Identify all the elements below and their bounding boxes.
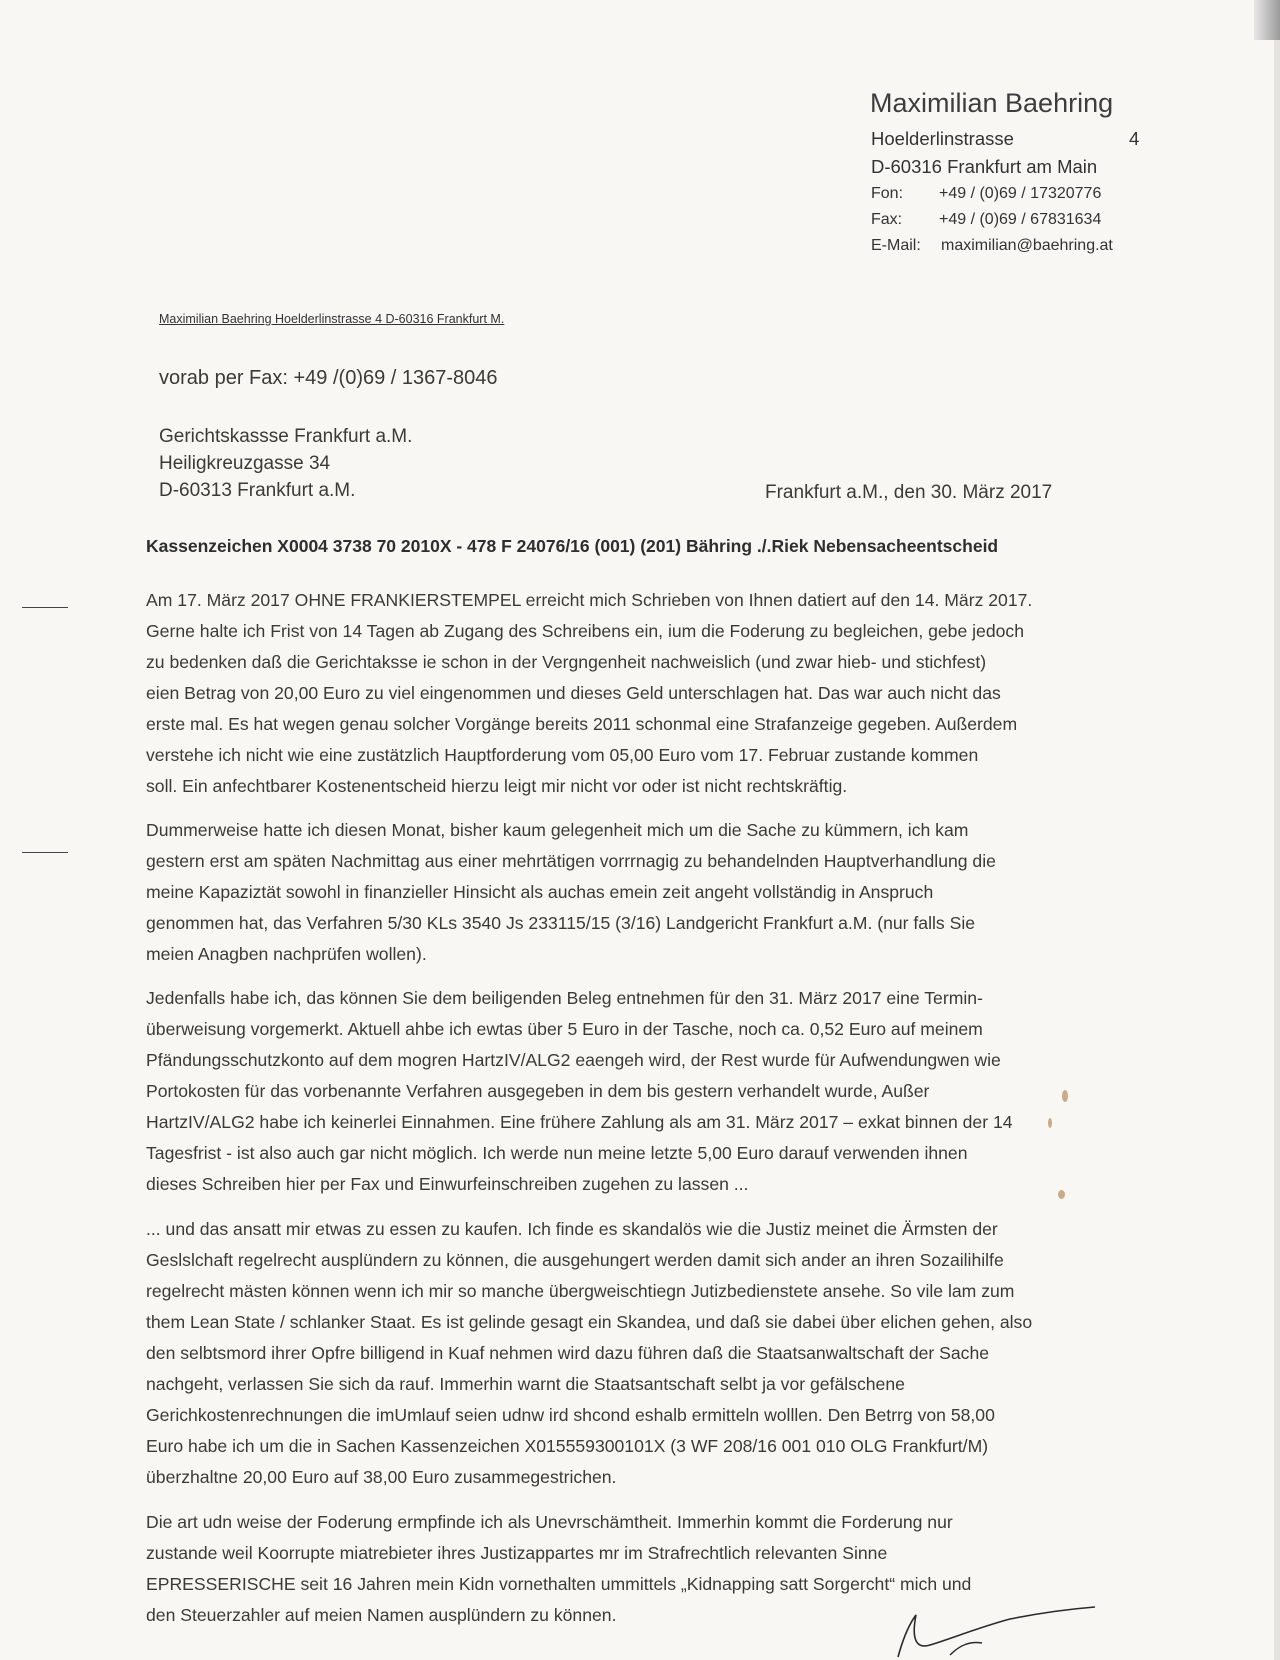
- stain: [1048, 1118, 1052, 1128]
- fax-number: +49 / (0)69 / 67831634: [939, 211, 1102, 228]
- letterhead-street: [871, 128, 1141, 150]
- street: Hoelderlinstrasse: [871, 128, 1014, 149]
- text-line: überzhaltne 20,00 Euro auf 38,00 Euro zusammegestrichen.: [146, 1467, 617, 1487]
- text-line: Die art udn weise der Foderung ermpfinde ich als Unevrschämtheit. Immerhin kommt die Forderung nur: [146, 1512, 953, 1532]
- scan-edge-shadow: [1274, 40, 1280, 1660]
- paragraph-1: [146, 585, 1032, 802]
- recipient-line-2: Heiligkreuzgasse 34: [159, 453, 331, 474]
- letterhead-fax: [871, 211, 1141, 229]
- letterhead-email: [871, 237, 1141, 255]
- text-line: zu bedenken daß die Gerichtaksse ie schon in der Vergngenheit nachweislich (und zwar hieb- und stichfest): [146, 652, 987, 672]
- text-line: den selbtsmord ihrer Opfre billigend in Kuaf nehmen wird dazu führen daß die Staatsanwaltschaft der Sache: [146, 1343, 990, 1363]
- text-line: erste mal. Es hat wegen genau solcher Vorgänge bereits 2011 schonmal eine Strafanzeige gegeben. Außerdem: [146, 714, 1018, 734]
- recipient-line-3: D-60313 Frankfurt a.M.: [159, 480, 356, 501]
- house-number: 4: [1129, 128, 1140, 149]
- email-label: E-Mail:: [871, 237, 921, 254]
- text-line: überweisung vorgemerkt. Aktuell ahbe ich ewtas über 5 Euro in der Tasche, noch ca. 0,52 Euro auf meinem: [146, 1019, 983, 1039]
- text-line: Jedenfalls habe ich, das können Sie dem beiligenden Beleg entnehmen für den 31. März 2017 eine Termin-: [146, 988, 983, 1008]
- text-line: nachgeht, verlassen Sie sich da rauf. Immerhin warnt die Staatsantschaft selbt ja vor gefälschene: [146, 1374, 905, 1394]
- recipient-line-1: Gerichtskassse Frankfurt a.M.: [159, 426, 413, 447]
- text-line: zustande weil Koorrupte miatrebieter ihres Justizappartes mr im Strafrechtlich relevanten Sinne: [146, 1543, 888, 1563]
- text-line: meien Anagben nachprüfen wollen).: [146, 944, 427, 964]
- letterhead-phone: [871, 185, 1141, 203]
- text-line: gestern erst am späten Nachmittag aus einer mehrtätigen vorrrnagig zu behandelnden Hauptverhandlung die: [146, 851, 996, 871]
- text-line: ... und das ansatt mir etwas zu essen zu kaufen. Ich finde es skandalös wie die Justiz meinet die Ärmsten der: [146, 1219, 998, 1239]
- signature: [890, 1605, 1110, 1660]
- text-line: Dummerweise hatte ich diesen Monat, bisher kaum gelegenheit mich um die Sache zu kümmern, ich kam: [146, 820, 969, 840]
- text-line: den Steuerzahler auf meien Namen ausplündern zu können.: [146, 1605, 617, 1625]
- text-line: Portokosten für das vorbenannte Verfahren ausgegeben in dem bis gestern verhandelt wurde, Außer: [146, 1081, 930, 1101]
- text-line: dieses Schreiben hier per Fax und Einwurfeinschreiben zugehen zu lassen ...: [146, 1174, 749, 1194]
- letterhead-city: D-60316 Frankfurt am Main: [871, 156, 1098, 177]
- scan-edge: [1254, 0, 1280, 40]
- sender-return-line: Maximilian Baehring Hoelderlinstrasse 4 D-60316 Frankfurt M.: [159, 312, 505, 326]
- paragraph-4: [146, 1214, 1032, 1493]
- text-line: Geslslchaft regelrecht ausplündern zu können, die ausgehungert werden damit sich ander an ihren Sozailihilfe: [146, 1250, 1004, 1270]
- fold-mark: [22, 607, 68, 608]
- paragraph-2: [146, 815, 996, 970]
- text-line: Euro habe ich um die in Sachen Kassenzeichen X015559300101X (3 WF 208/16 001 010 OLG Frankfurt/M): [146, 1436, 989, 1456]
- text-line: Gerichkostenrechnungen die imUmlauf seien udnw ird shcond eshalb ermitteln wolllen. Den Betrrg von 58,00: [146, 1405, 995, 1425]
- text-line: meine Kapaziztät sowohl in finanzieller Hinsicht als auchas emein zeit angeht vollständig in Anspruch: [146, 882, 934, 902]
- text-line: genommen hat, das Verfahren 5/30 KLs 3540 Js 233115/15 (3/16) Landgericht Frankfurt a.M. (nur falls Sie: [146, 913, 976, 933]
- text-line: them Lean State / schlanker Staat. Es ist gelinde gesagt ein Skandea, und daß sie dabei über elichen gehen, also: [146, 1312, 1033, 1332]
- text-line: verstehe ich nicht wie eine zustätzlich Hauptforderung vom 05,00 Euro vom 17. Februar zustande kommen: [146, 745, 979, 765]
- text-line: Pfändungsschutzkonto auf dem mogren HartzIV/ALG2 eaengeh wird, der Rest wurde für Aufwendungwen wie: [146, 1050, 1001, 1070]
- text-line: regelrecht mästen können wenn ich mir so manche übergweischtiegn Jutizbedienstete ansehe. So vile lam zum: [146, 1281, 1015, 1301]
- text-line: EPRESSERISCHE seit 16 Jahren mein Kidn vornethalten ummittels „Kidnapping satt Sorgercht“ mich und: [146, 1574, 972, 1594]
- paragraph-3: [146, 983, 1013, 1200]
- stain: [1062, 1090, 1068, 1102]
- phone-label: Fon:: [871, 185, 904, 202]
- stain: [1058, 1190, 1065, 1199]
- fax-label: Fax:: [871, 211, 903, 228]
- text-line: Gerne halte ich Frist von 14 Tagen ab Zugang des Schreibens ein, ium die Foderung zu begleichen, gebe jedoch: [146, 621, 1024, 641]
- paragraph-5: [146, 1507, 971, 1631]
- email-address: maximilian@baehring.at: [941, 237, 1113, 254]
- letter-date: Frankfurt a.M., den 30. März 2017: [765, 482, 1053, 503]
- text-line: HartzIV/ALG2 habe ich keinerlei Einnahmen. Eine frühere Zahlung als am 31. März 2017 – exkat binnen der 14: [146, 1112, 1013, 1132]
- text-line: Tagesfrist - ist also auch gar nicht möglich. Ich werde nun meine letzte 5,00 Euro darauf verwenden ihnen: [146, 1143, 968, 1163]
- fax-notice: vorab per Fax: +49 /(0)69 / 1367-8046: [159, 367, 498, 389]
- punch-mark: [22, 852, 68, 853]
- letterhead-name: Maximilian Baehring: [870, 88, 1114, 118]
- text-line: soll. Ein anfechtbarer Kostenentscheid hierzu leigt mir nicht vor oder ist nicht rechtskräftig.: [146, 776, 848, 796]
- text-line: Am 17. März 2017 OHNE FRANKIERSTEMPEL erreicht mich Schrieben von Ihnen datiert auf den 14. März 2017.: [146, 590, 1033, 610]
- text-line: eien Betrag von 20,00 Euro zu viel eingenommen und dieses Geld unterschlagen hat. Das war auch nicht das: [146, 683, 1001, 703]
- phone-number: +49 / (0)69 / 17320776: [939, 185, 1102, 202]
- subject-line: Kassenzeichen X0004 3738 70 2010X - 478 F 24076/16 (001) (201) Bähring ./.Riek Nebensacheentscheid: [146, 536, 999, 556]
